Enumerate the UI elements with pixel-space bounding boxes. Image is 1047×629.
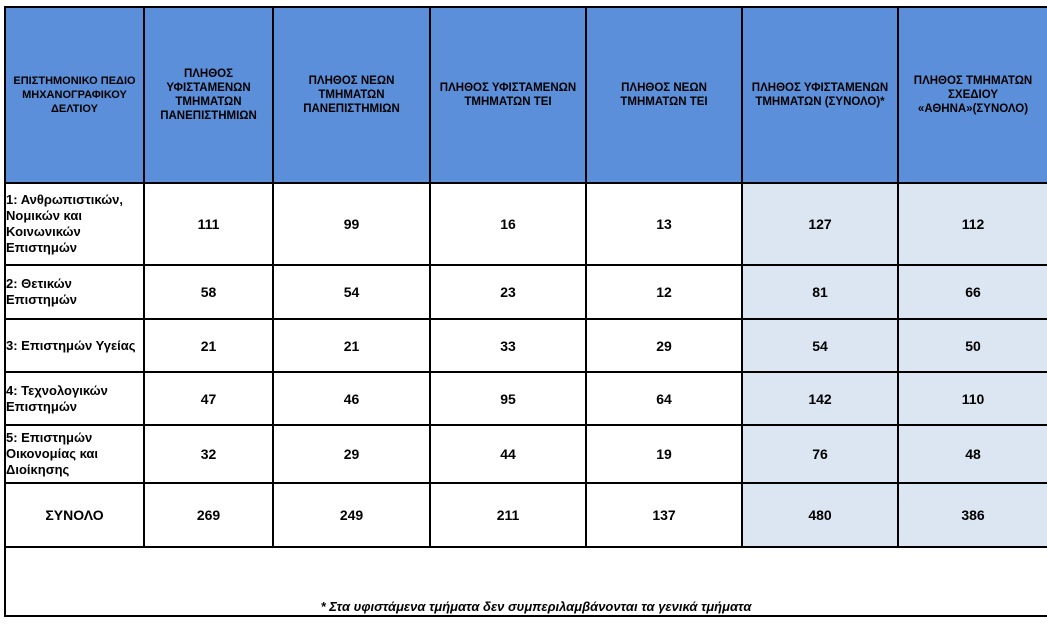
- header-row: [5, 7, 1047, 183]
- cell-new-university: 21: [273, 319, 430, 372]
- cell-athena-total: 112: [898, 183, 1047, 265]
- cell-existing-university: 47: [144, 372, 273, 425]
- cell-athena-total: 66: [898, 265, 1047, 319]
- header-scientific-field: ΕΠΙΣΤΗΜΟΝΙΚΟ ΠΕΔΙΟ ΜΗΧΑΝΟΓΡΑΦΙΚΟΥ ΔΕΛΤΙΟΥ: [5, 7, 144, 183]
- header-existing-tei: ΠΛΗΘΟΣ ΥΦΙΣΤΑΜΕΝΩΝ ΤΜΗΜΑΤΩΝ ΤΕΙ: [430, 7, 586, 183]
- cell-athena-total: 48: [898, 425, 1047, 483]
- cell-existing-tei: 16: [430, 183, 586, 265]
- table-row: [5, 319, 1047, 372]
- table-row: [5, 372, 1047, 425]
- cell-existing-total: 54: [742, 319, 898, 372]
- header-existing-total: ΠΛΗΘΟΣ ΥΦΙΣΤΑΜΕΝΩΝ ΤΜΗΜΑΤΩΝ (ΣΥΝΟΛΟ)*: [742, 7, 898, 183]
- cell-new-tei: 19: [586, 425, 742, 483]
- row-field-label: 5: Επιστημών Οικονομίας και Διοίκησης: [5, 425, 144, 483]
- table-row: [5, 183, 1047, 265]
- table-row: [5, 265, 1047, 319]
- cell-existing-university: 21: [144, 319, 273, 372]
- cell-existing-total: 76: [742, 425, 898, 483]
- cell-existing-university: 58: [144, 265, 273, 319]
- cell-athena-total: 110: [898, 372, 1047, 425]
- row-field-label: 4: Τεχνολογικών Επιστημών: [5, 372, 144, 425]
- row-field-label: 1: Ανθρωπιστικών, Νομικών και Κοινωνικών Επιστημών: [5, 183, 144, 265]
- total-existing-tei: 211: [430, 483, 586, 547]
- cell-existing-total: 81: [742, 265, 898, 319]
- table-row: [5, 425, 1047, 483]
- header-new-university: ΠΛΗΘΟΣ ΝΕΩΝ ΤΜΗΜΑΤΩΝ ΠΑΝΕΠΙΣΤΗΜΙΩΝ: [273, 7, 430, 183]
- cell-existing-university: 111: [144, 183, 273, 265]
- cell-new-tei: 13: [586, 183, 742, 265]
- header-new-tei: ΠΛΗΘΟΣ ΝΕΩΝ ΤΜΗΜΑΤΩΝ ΤΕΙ: [586, 7, 742, 183]
- cell-new-university: 29: [273, 425, 430, 483]
- total-existing-university: 269: [144, 483, 273, 547]
- cell-new-university: 46: [273, 372, 430, 425]
- cell-new-tei: 64: [586, 372, 742, 425]
- row-field-label: 2: Θετικών Επιστημών: [5, 265, 144, 319]
- total-existing-total: 480: [742, 483, 898, 547]
- cell-existing-total: 142: [742, 372, 898, 425]
- departments-table: [4, 6, 1047, 548]
- departments-table-sheet: [4, 6, 1047, 618]
- cell-new-tei: 12: [586, 265, 742, 319]
- header-existing-university: ΠΛΗΘΟΣ ΥΦΙΣΤΑΜΕΝΩΝ ΤΜΗΜΑΤΩΝ ΠΑΝΕΠΙΣΤΗΜΙΩΝ: [144, 7, 273, 183]
- footnote-area: [4, 545, 1047, 617]
- header-athena-total: ΠΛΗΘΟΣ ΤΜΗΜΑΤΩΝ ΣΧΕΔΙΟΥ «ΑΘΗΝΑ»(ΣΥΝΟΛΟ): [898, 7, 1047, 183]
- row-field-label: 3: Επιστημών Υγείας: [5, 319, 144, 372]
- cell-existing-total: 127: [742, 183, 898, 265]
- cell-new-university: 99: [273, 183, 430, 265]
- cell-existing-university: 32: [144, 425, 273, 483]
- total-row: [5, 483, 1047, 547]
- total-athena-total: 386: [898, 483, 1047, 547]
- cell-existing-tei: 33: [430, 319, 586, 372]
- total-label: ΣΥΝΟΛΟ: [5, 483, 144, 547]
- total-new-university: 249: [273, 483, 430, 547]
- cell-existing-tei: 23: [430, 265, 586, 319]
- cell-athena-total: 50: [898, 319, 1047, 372]
- cell-new-tei: 29: [586, 319, 742, 372]
- cell-existing-tei: 44: [430, 425, 586, 483]
- cell-new-university: 54: [273, 265, 430, 319]
- footnote: * Στα υφιστάμενα τμήματα δεν συμπεριλαμβάνονται τα γενικά τμήματα: [320, 599, 752, 614]
- total-new-tei: 137: [586, 483, 742, 547]
- cell-existing-tei: 95: [430, 372, 586, 425]
